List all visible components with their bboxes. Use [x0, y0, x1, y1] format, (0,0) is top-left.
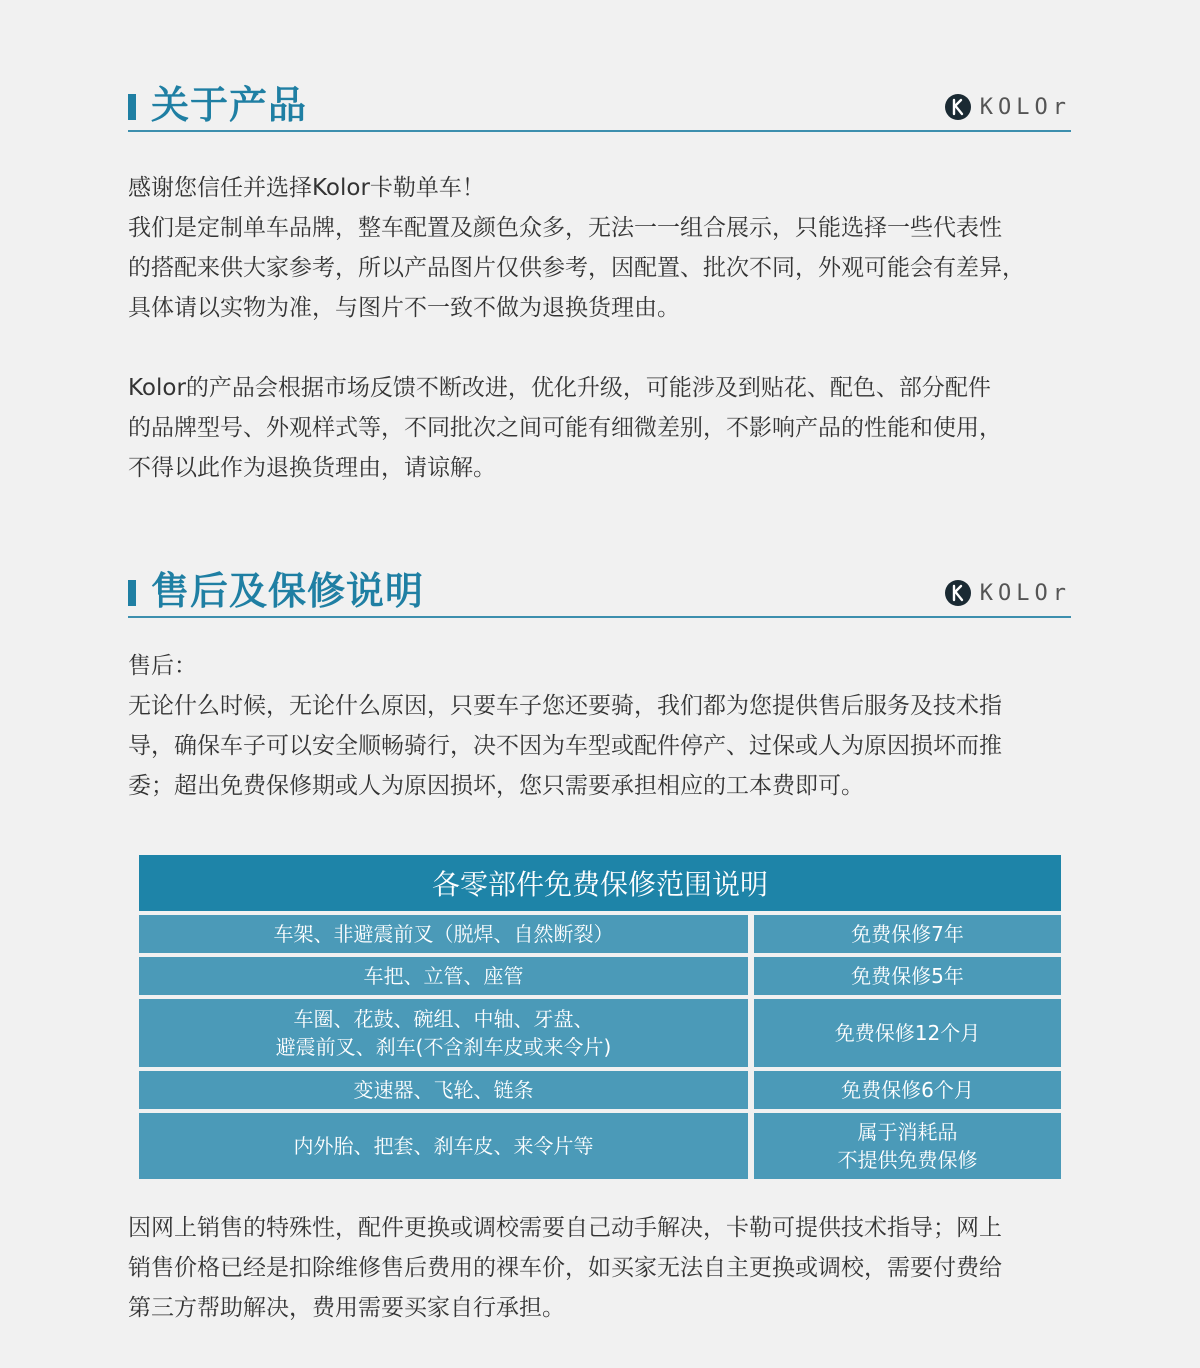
brand-logo	[944, 92, 1071, 122]
brand-wordmark: KOLOr	[979, 94, 1071, 120]
about-intro-paragraph	[128, 168, 1078, 328]
parts-text: 车把、立管、座管	[363, 964, 524, 988]
parts-cell	[139, 999, 748, 1067]
table-row	[139, 915, 1061, 953]
text-line: 无论什么时候，无论什么原因，只要车子您还要骑，我们都为您提供售后服务及技术指	[128, 693, 1002, 719]
warranty-text: 免费保修7年	[851, 922, 964, 946]
parts-cell	[139, 915, 748, 953]
text-line: 售后：	[128, 653, 197, 679]
warranty-cell	[754, 915, 1061, 953]
table-row	[139, 957, 1061, 995]
text-line: 导，确保车子可以安全顺畅骑行，决不因为车型或配件停产、过保或人为原因损坏而推	[128, 733, 1002, 759]
table-row	[139, 1071, 1061, 1109]
parts-text: 车架、非避震前叉（脱焊、自然断裂）	[273, 922, 614, 946]
warranty-text: 免费保修6个月	[841, 1078, 974, 1102]
text-line: 销售价格已经是扣除维修售后费用的裸车价，如买家无法自主更换或调校，需要付费给	[128, 1255, 1002, 1281]
parts-text: 车圈、花鼓、碗组、中轴、牙盘、	[293, 1007, 594, 1031]
table-row	[139, 1113, 1061, 1179]
parts-text: 内外胎、把套、刹车皮、来令片等	[293, 1134, 594, 1158]
section-title-after-sales: 售后及保修说明	[151, 569, 425, 613]
warranty-cell	[754, 957, 1061, 995]
warranty-cell	[754, 1113, 1061, 1179]
warranty-cell	[754, 999, 1061, 1067]
kolor-k-logo-icon	[944, 579, 972, 607]
after-sales-paragraph	[128, 646, 1078, 806]
parts-text: 变速器、飞轮、链条	[353, 1078, 534, 1102]
text-line: 的搭配来供大家参考，所以产品图片仅供参考，因配置、批次不同，外观可能会有差异，	[128, 255, 1025, 281]
text-line: 具体请以实物为准，与图片不一致不做为退换货理由。	[128, 295, 680, 321]
warranty-cell	[754, 1071, 1061, 1109]
warranty-table-header: 各零部件免费保修范围说明	[139, 855, 1061, 911]
section-header-after-sales	[128, 566, 1071, 618]
table-row	[139, 999, 1061, 1067]
text-line: 因网上销售的特殊性，配件更换或调校需要自己动手解决，卡勒可提供技术指导；网上	[128, 1215, 1002, 1241]
section-title-about-product: 关于产品	[151, 83, 308, 127]
warranty-table	[139, 855, 1061, 1179]
text-line: 第三方帮助解决，费用需要买家自行承担。	[128, 1295, 565, 1321]
title-accent-bar	[128, 580, 136, 606]
text-line: 委；超出免费保修期或人为原因损坏，您只需要承担相应的工本费即可。	[128, 773, 864, 799]
brand-logo	[944, 578, 1071, 608]
online-sales-paragraph	[128, 1208, 1078, 1328]
about-notice-paragraph	[128, 368, 1078, 488]
parts-cell	[139, 957, 748, 995]
parts-text: 避震前叉、刹车(不含刹车皮或来令片)	[275, 1035, 612, 1059]
warranty-text: 属于消耗品	[857, 1120, 958, 1144]
kolor-k-logo-icon	[944, 93, 972, 121]
parts-cell	[139, 1071, 748, 1109]
title-accent-bar	[128, 94, 136, 120]
text-line: 的品牌型号、外观样式等，不同批次之间可能有细微差别，不影响产品的性能和使用，	[128, 415, 1002, 441]
brand-wordmark: KOLOr	[979, 580, 1071, 606]
text-line: 不得以此作为退换货理由，请谅解。	[128, 455, 496, 481]
warranty-text: 免费保修5年	[851, 964, 964, 988]
warranty-text: 免费保修12个月	[834, 1021, 981, 1045]
warranty-text: 不提供免费保修	[837, 1148, 978, 1172]
text-line: Kolor的产品会根据市场反馈不断改进，优化升级，可能涉及到贴花、配色、部分配件	[128, 375, 991, 401]
text-line: 我们是定制单车品牌，整车配置及颜色众多，无法一一组合展示，只能选择一些代表性	[128, 215, 1002, 241]
text-line: 感谢您信任并选择Kolor卡勒单车！	[128, 175, 485, 201]
parts-cell	[139, 1113, 748, 1179]
section-header-about-product	[128, 80, 1071, 132]
